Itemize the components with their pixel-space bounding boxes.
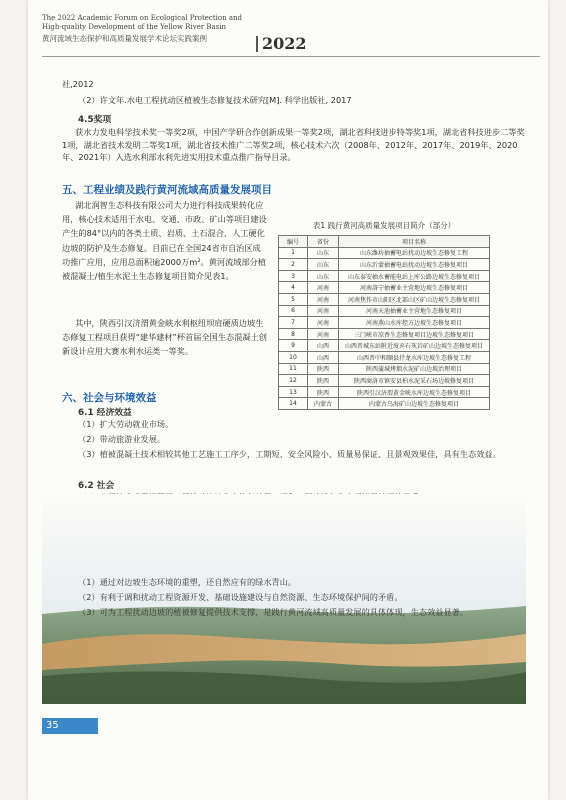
list-item: （3）植被混凝土技术相较其他工艺施工工序少，工期短、安全风险小、质量易保证、且景观效果佳，具有生态效益。 — [78, 449, 501, 459]
section-6-title: 六、社会与环境效益 — [62, 392, 157, 404]
project-table — [278, 235, 490, 410]
table-cell-project-name: 陕西引汉济渭黄金峡水库边坡生态修复项目 — [339, 386, 490, 398]
table-cell-number: 8 — [279, 328, 308, 340]
table-row — [279, 375, 490, 387]
table-cell-project-name: 山东泰安抽水蓄能电站上库公路边坡生态修复项目 — [339, 270, 490, 282]
table-cell-project-name: 三门峡市凉香生态修复项目边坡生态修复项目 — [339, 328, 490, 340]
page-number: 35 — [42, 718, 98, 734]
header-chinese-title: 黄河流域生态保护和高质量发展学术论坛实践案例 — [42, 34, 207, 43]
table-caption: 表1 践行黄河高质量发展项目简介（部分） — [312, 221, 456, 230]
table-cell-number: 6 — [279, 305, 308, 317]
reference-2: （2）许文年.水电工程扰动区植被生态修复技术研究[M]. 科学出版社, 2017 — [78, 95, 352, 105]
table-cell-province: 山东 — [308, 247, 339, 259]
table-cell-project-name: 河南焦作市山阳区北部山区矿山边坡生态修复项目 — [339, 293, 490, 305]
table-cell-province: 河南 — [308, 293, 339, 305]
table-row — [279, 305, 490, 317]
section-5-paragraph-2: 其中，陕西引汉济渭黄金峡水利枢纽坝肩硬质边坡生态修复工程项目获得“建华建材”杯首届全国生态混凝土创新设计应用大赛水利水运类一等奖。 — [62, 318, 267, 357]
table-header-number: 编号 — [279, 236, 308, 248]
table-cell-project-name: 河南天池抽蓄业主营地生态修复项目 — [339, 305, 490, 317]
table-row — [279, 247, 490, 259]
reference-continuation: 社,2012 — [62, 79, 94, 89]
table-header-project-name: 项目名称 — [339, 236, 490, 248]
header-year: 2022 — [256, 36, 307, 52]
table-row — [279, 270, 490, 282]
header-divider — [42, 56, 540, 57]
list-item: （2）带动旅游业发展。 — [78, 434, 166, 444]
table-row — [279, 398, 490, 410]
table-cell-province: 山西 — [308, 340, 339, 352]
table-cell-project-name: 河南燕山水库控方边坡生态修复项目 — [339, 317, 490, 329]
list-item: （1）扩大劳动就业市场。 — [78, 419, 174, 429]
table-cell-project-name: 山西晋中和顺县抒龙水库边坡生态修复工程 — [339, 351, 490, 363]
table-row — [279, 328, 490, 340]
table-cell-number: 7 — [279, 317, 308, 329]
table-cell-number: 1 — [279, 247, 308, 259]
table-cell-province: 陕西 — [308, 386, 339, 398]
table-cell-project-name: 山东潍坊抽蓄电站扰动边坡生态修复工程 — [339, 247, 490, 259]
page-header — [42, 14, 542, 58]
table-cell-province: 山东 — [308, 270, 339, 282]
table-row — [279, 293, 490, 305]
table-row — [279, 282, 490, 294]
table-cell-province: 内蒙古 — [308, 398, 339, 410]
table-row — [279, 386, 490, 398]
table-cell-number: 14 — [279, 398, 308, 410]
section-4-5-body: 获水力发电科学技术奖一等奖2项，中国产学研合作创新成果一等奖2项，湖北省科技进步特等奖1项，湖北省科技进步二等奖1项，湖北省技术发明二等奖1项，湖北省技术推广二等奖2项，核心技术六次（2008年、2012年、2017年、2019年、2020年、2021年）入选水利部水利先进实用技术重点推广指导目录。 — [62, 127, 525, 162]
table-cell-number: 9 — [279, 340, 308, 352]
table-row — [279, 363, 490, 375]
section-6-1-title: 6.1 经济效益 — [78, 408, 132, 418]
table-cell-project-name: 陕西蒲城烤烟水泥矿山边坡治理项目 — [339, 363, 490, 375]
table-cell-province: 河南 — [308, 282, 339, 294]
table-cell-province: 山东 — [308, 259, 339, 271]
header-english-line1: The 2022 Academic Forum on Ecological Protection and — [42, 14, 243, 22]
section-6-2-title: 6.2 社会 — [78, 481, 115, 491]
table-cell-project-name: 河南洛宁抽蓄业主营地边坡生态修复项目 — [339, 282, 490, 294]
table-cell-project-name: 内蒙古乌海矿山边坡生态修复项目 — [339, 398, 490, 410]
table-header-province: 省份 — [308, 236, 339, 248]
table-cell-province: 陕西 — [308, 375, 339, 387]
table-cell-number: 13 — [279, 386, 308, 398]
list-item: （3）可为工程扰动边坡的植被修复提供技术支撑，是践行黄河流域高质量发展的具体体现，生态效益显著。 — [78, 607, 469, 617]
table-cell-number: 5 — [279, 293, 308, 305]
table-cell-project-name: 陕西商洛市镇安县柏水泥采石场边坡修复项目 — [339, 375, 490, 387]
table-cell-number: 11 — [279, 363, 308, 375]
table-cell-province: 陕西 — [308, 363, 339, 375]
table-cell-number: 10 — [279, 351, 308, 363]
list-item: （1）通过对边坡生态环境的重塑，还自然应有的绿水青山。 — [78, 577, 297, 587]
project-table-block — [278, 220, 490, 410]
table-row — [279, 340, 490, 352]
header-english-line2: High-quality Development of the Yellow River Basin — [42, 23, 227, 31]
table-cell-number: 12 — [279, 375, 308, 387]
section-4-5-title: 4.5奖项 — [78, 115, 112, 125]
table-cell-number: 2 — [279, 259, 308, 271]
table-cell-province: 河南 — [308, 305, 339, 317]
table-cell-province: 河南 — [308, 328, 339, 340]
table-cell-province: 河南 — [308, 317, 339, 329]
table-cell-number: 3 — [279, 270, 308, 282]
table-row — [279, 317, 490, 329]
table-cell-project-name: 山东沂蒙抽蓄电站扰动边坡生态修复项目 — [339, 259, 490, 271]
list-item: （2）有利于调和扰动工程资源开发、基础设施建设与自然资源、生态环境保护间的矛盾。 — [78, 592, 403, 602]
table-cell-project-name: 山西晋城东站附近废弃石灰岩矿山边坡生态修复项目 — [339, 340, 490, 352]
section-5-paragraph-1: 湖北润智生态科技有限公司大力进行科技成果转化应用，核心技术适用于水电、交通、市政、矿山等项目建设产生的84°以内的各类土质、岩质、土石混合、人工硬化边坡的防护及生态修复。目前已在全国24省市自治区成功推广应用，应用总面积逾2000万m²。黄河流域部分植被混凝土/植生水泥土生态修复项目简介见表1。 — [62, 200, 267, 282]
table-row — [279, 351, 490, 363]
table-row — [279, 259, 490, 271]
table-cell-number: 4 — [279, 282, 308, 294]
document-page — [28, 0, 548, 800]
section-5-title: 五、工程业绩及践行黄河流域高质量发展项目 — [62, 184, 272, 196]
table-cell-province: 山西 — [308, 351, 339, 363]
